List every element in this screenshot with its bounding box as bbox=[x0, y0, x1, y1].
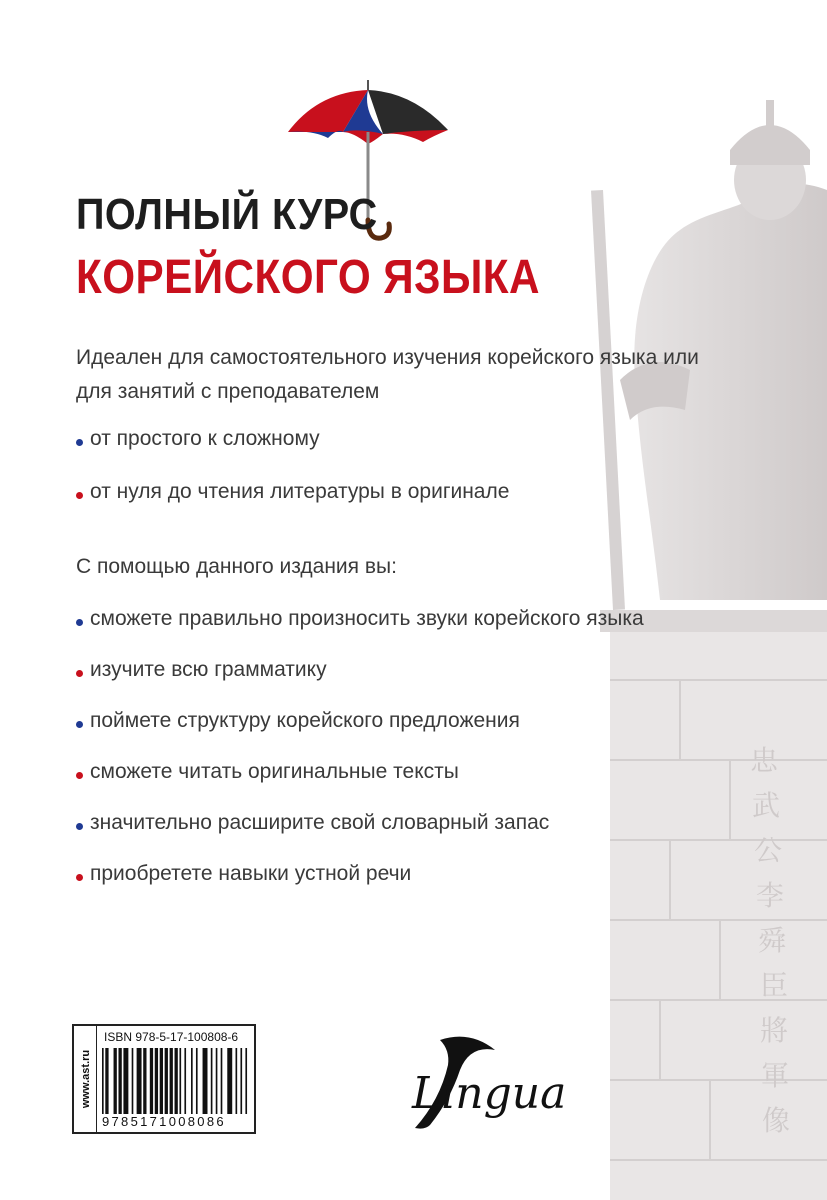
features-list bbox=[76, 425, 509, 531]
barcode-bar bbox=[170, 1048, 173, 1114]
barcode-bar bbox=[191, 1048, 193, 1114]
list-item bbox=[76, 860, 644, 888]
list-item-text: значительно расширите свой словарный запас bbox=[90, 811, 550, 834]
intro-text: Идеален для самостоятельного изучения корейского языка или для занятий с преподавателем bbox=[76, 346, 699, 403]
barcode-bar bbox=[196, 1048, 198, 1114]
book-title-line1: ПОЛНЫЙ КУРС bbox=[76, 190, 378, 239]
svg-text:舜: 舜 bbox=[758, 924, 787, 957]
list-item bbox=[76, 656, 644, 684]
bullet-icon bbox=[76, 874, 83, 881]
list-item-text: сможете правильно произносить звуки корейского языка bbox=[90, 607, 644, 630]
barcode-bar bbox=[203, 1048, 208, 1114]
bullet-icon bbox=[76, 670, 83, 677]
barcode-bar bbox=[132, 1048, 134, 1114]
list-item bbox=[76, 707, 644, 735]
list-item bbox=[76, 425, 509, 453]
barcode-bar bbox=[114, 1048, 117, 1114]
barcode-bar bbox=[216, 1048, 218, 1114]
svg-text:忠: 忠 bbox=[750, 744, 779, 777]
barcode-bar bbox=[211, 1048, 213, 1114]
barcode-bar bbox=[160, 1048, 163, 1114]
barcode-box bbox=[72, 1024, 256, 1134]
list-item-text: от нуля до чтения литературы в оригинале bbox=[90, 480, 510, 503]
list-item bbox=[76, 478, 509, 506]
list-item-text: сможете читать оригинальные тексты bbox=[90, 760, 459, 783]
svg-text:李: 李 bbox=[756, 879, 785, 912]
bullet-icon bbox=[76, 823, 83, 830]
barcode-bar bbox=[236, 1048, 238, 1114]
bullet-icon bbox=[76, 492, 83, 499]
svg-text:像: 像 bbox=[762, 1104, 791, 1137]
barcode-bar bbox=[245, 1048, 247, 1114]
barcode-bar bbox=[221, 1048, 223, 1114]
book-title-line2: КОРЕЙСКОГО ЯЗЫКА bbox=[76, 251, 540, 304]
barcode-bar bbox=[102, 1048, 104, 1114]
barcode-bar bbox=[175, 1048, 178, 1114]
benefits-lead: С помощью данного издания вы: bbox=[76, 555, 397, 578]
barcode-bar bbox=[179, 1048, 181, 1114]
svg-text:軍: 軍 bbox=[761, 1059, 790, 1092]
barcode-image bbox=[102, 1048, 252, 1114]
bullet-icon bbox=[76, 721, 83, 728]
barcode-bar bbox=[227, 1048, 232, 1114]
svg-text:公: 公 bbox=[754, 834, 783, 867]
barcode-bar bbox=[137, 1048, 142, 1114]
barcode-bar bbox=[123, 1048, 128, 1114]
svg-text:將: 將 bbox=[760, 1014, 789, 1047]
list-item-text: приобретете навыки устной речи bbox=[90, 862, 412, 885]
publisher-website: www.ast.ru bbox=[76, 1026, 97, 1132]
barcode-bar bbox=[105, 1048, 108, 1114]
list-item bbox=[76, 605, 644, 633]
bullet-icon bbox=[76, 772, 83, 779]
barcode-bar bbox=[150, 1048, 153, 1114]
list-item bbox=[76, 758, 644, 786]
barcode-bar bbox=[155, 1048, 158, 1114]
list-item-text: от простого к сложному bbox=[90, 427, 320, 450]
svg-text:武: 武 bbox=[752, 789, 781, 822]
benefits-list bbox=[76, 605, 644, 911]
lingua-logo-text: Lingua bbox=[412, 1068, 567, 1119]
list-item bbox=[76, 809, 644, 837]
barcode-bar bbox=[165, 1048, 168, 1114]
bullet-icon bbox=[76, 619, 83, 626]
list-item-text: изучите всю грамматику bbox=[90, 658, 327, 681]
barcode-bar bbox=[143, 1048, 146, 1114]
isbn-label: ISBN 978-5-17-100808-6 bbox=[104, 1030, 239, 1044]
barcode-bar bbox=[118, 1048, 121, 1114]
barcode-bar bbox=[184, 1048, 186, 1114]
barcode-bar bbox=[240, 1048, 242, 1114]
list-item-text: поймете структуру корейского предложения bbox=[90, 709, 520, 732]
bullet-icon bbox=[76, 439, 83, 446]
svg-text:臣: 臣 bbox=[760, 969, 789, 1002]
barcode-number: 9785171008086 bbox=[102, 1114, 226, 1129]
